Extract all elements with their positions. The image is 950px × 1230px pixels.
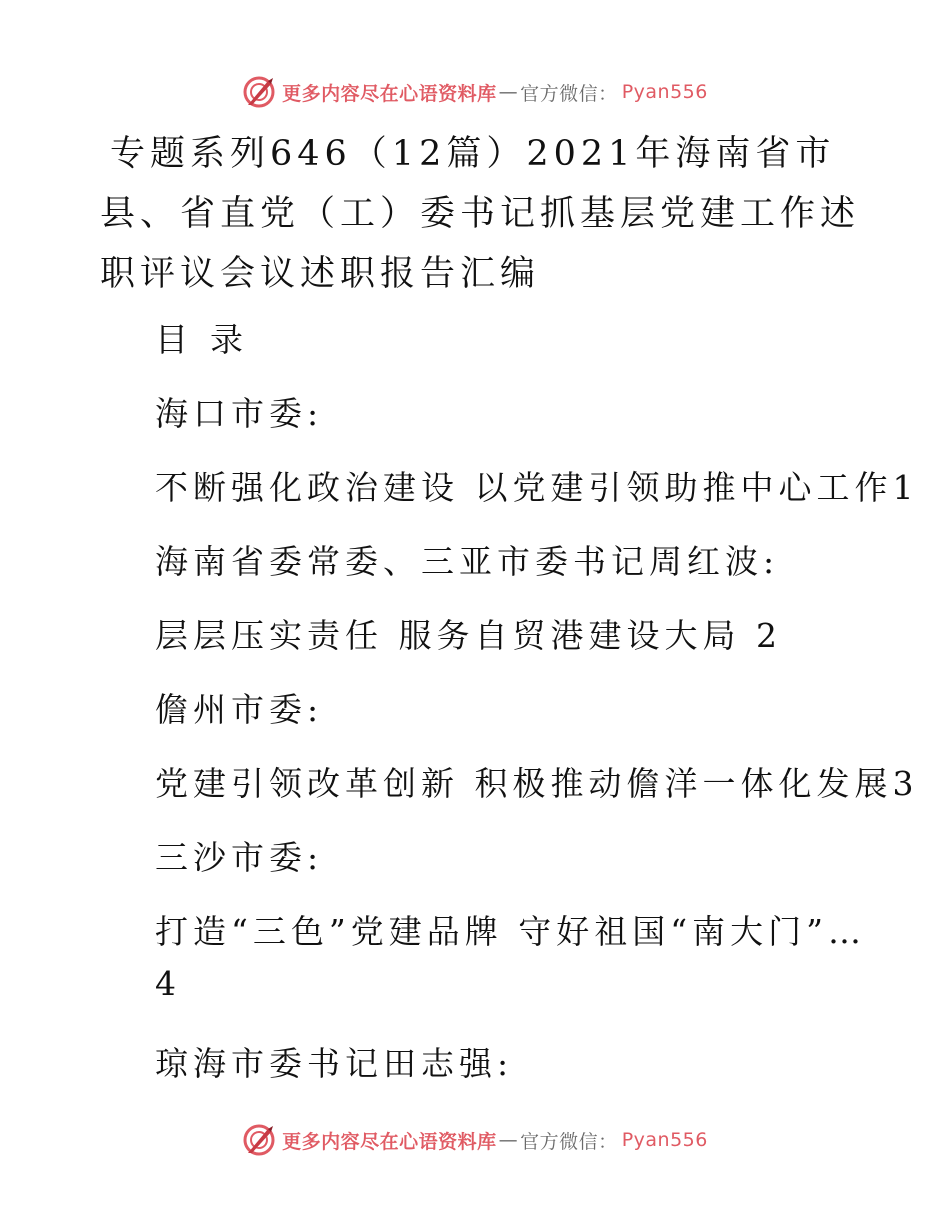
toc-line: 层层压实责任 服务自贸港建设大局 2 — [155, 616, 782, 655]
banner-text — [282, 79, 708, 106]
toc-line: 琼海市委书记田志强: — [155, 1044, 514, 1083]
toc-line: 不断强化政治建设 以党建引领助推中心工作1 — [155, 468, 919, 507]
quill-logo-icon — [242, 75, 276, 109]
banner-wechat-id: Pyan556 — [621, 1129, 708, 1151]
toc-heading: 目录 — [155, 320, 265, 359]
toc-line: 打造“三色”党建品牌 守好祖国“南大门”… — [155, 912, 866, 951]
toc-line: 党建引领改革创新 积极推动儋洋一体化发展3 — [155, 764, 919, 803]
toc-line: 三沙市委: — [155, 838, 324, 877]
header-banner — [0, 72, 950, 112]
toc-line: 4 — [155, 964, 181, 1003]
banner-content — [242, 75, 708, 109]
banner-wechat-label: 官方微信： — [520, 1130, 618, 1153]
document-title: 专题系列646（12篇）2021年海南省市县、省直党（工）委书记抓基层党建工作述职评议会议述职报告汇编 — [100, 134, 861, 294]
quill-logo-icon — [242, 1123, 276, 1157]
banner-content — [242, 1123, 708, 1157]
toc-line: 海口市委: — [155, 394, 324, 433]
toc-line: 海南省委常委、三亚市委书记周红波: — [155, 542, 780, 581]
toc-line: 儋州市委: — [155, 690, 324, 729]
banner-main-text: 更多内容尽在心语资料库 — [282, 1130, 497, 1153]
banner-separator: — — [498, 81, 519, 103]
footer-banner — [0, 1120, 950, 1160]
banner-wechat-id: Pyan556 — [621, 81, 708, 103]
banner-text — [282, 1127, 708, 1154]
banner-wechat-label: 官方微信： — [520, 82, 618, 105]
banner-main-text: 更多内容尽在心语资料库 — [282, 82, 497, 105]
banner-separator: — — [498, 1129, 519, 1151]
